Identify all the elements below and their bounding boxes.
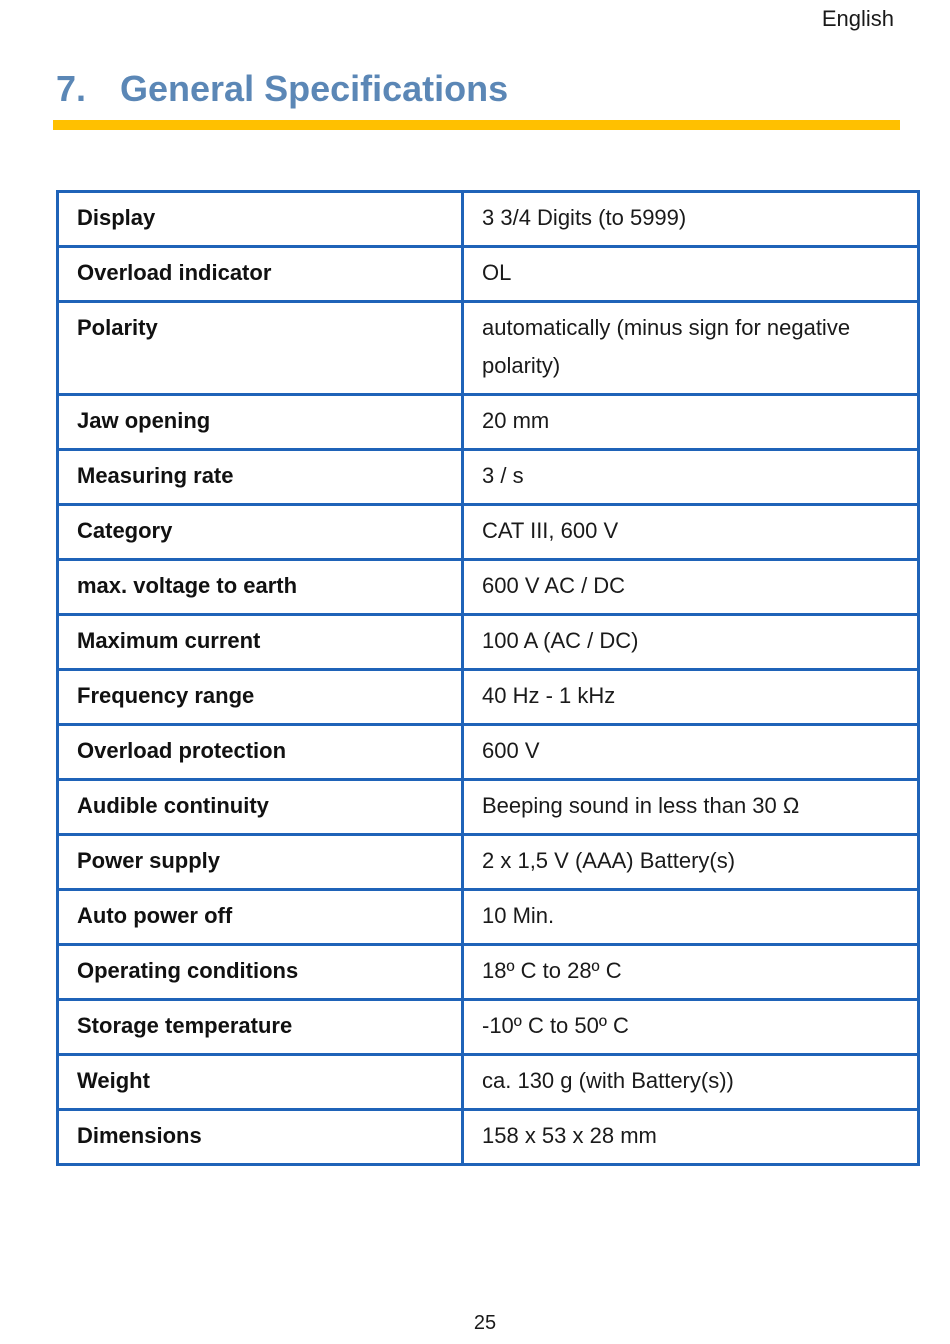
spec-label-dimensions: Dimensions <box>58 1110 463 1165</box>
spec-value-polarity: automatically (minus sign for negative polarity) <box>463 302 919 395</box>
spec-value-operating-conditions: 18º C to 28º C <box>463 945 919 1000</box>
table-row <box>58 450 919 505</box>
table-row <box>58 725 919 780</box>
table-row <box>58 505 919 560</box>
spec-label-weight: Weight <box>58 1055 463 1110</box>
section-number: 7. <box>56 68 87 109</box>
table-row <box>58 1110 919 1165</box>
spec-label-display: Display <box>58 192 463 247</box>
specifications-table <box>56 190 920 1166</box>
table-row <box>58 247 919 302</box>
spec-value-dimensions: 158 x 53 x 28 mm <box>463 1110 919 1165</box>
spec-label-max-voltage-to-earth: max. voltage to earth <box>58 560 463 615</box>
table-row <box>58 395 919 450</box>
spec-value-frequency-range: 40 Hz - 1 kHz <box>463 670 919 725</box>
spec-label-jaw-opening: Jaw opening <box>58 395 463 450</box>
spec-value-max-voltage-to-earth: 600 V AC / DC <box>463 560 919 615</box>
spec-value-display: 3 3/4 Digits (to 5999) <box>463 192 919 247</box>
table-row <box>58 302 919 395</box>
spec-label-audible-continuity: Audible continuity <box>58 780 463 835</box>
table-row <box>58 1000 919 1055</box>
spec-value-auto-power-off: 10 Min. <box>463 890 919 945</box>
table-row <box>58 945 919 1000</box>
table-row <box>58 780 919 835</box>
spec-label-measuring-rate: Measuring rate <box>58 450 463 505</box>
spec-label-overload-indicator: Overload indicator <box>58 247 463 302</box>
heading-underline-rule <box>53 120 900 130</box>
spec-value-audible-continuity: Beeping sound in less than 30 Ω <box>463 780 919 835</box>
spec-label-operating-conditions: Operating conditions <box>58 945 463 1000</box>
table-row <box>58 890 919 945</box>
spec-label-overload-protection: Overload protection <box>58 725 463 780</box>
spec-label-maximum-current: Maximum current <box>58 615 463 670</box>
table-row <box>58 1055 919 1110</box>
spec-label-category: Category <box>58 505 463 560</box>
section-heading <box>56 68 508 110</box>
spec-value-jaw-opening: 20 mm <box>463 395 919 450</box>
spec-value-maximum-current: 100 A (AC / DC) <box>463 615 919 670</box>
spec-value-measuring-rate: 3 / s <box>463 450 919 505</box>
spec-label-polarity: Polarity <box>58 302 463 395</box>
section-title: General Specifications <box>120 68 509 109</box>
spec-label-frequency-range: Frequency range <box>58 670 463 725</box>
table-row <box>58 560 919 615</box>
spec-value-storage-temperature: -10º C to 50º C <box>463 1000 919 1055</box>
table-row <box>58 192 919 247</box>
table-row <box>58 835 919 890</box>
spec-value-weight: ca. 130 g (with Battery(s)) <box>463 1055 919 1110</box>
spec-value-overload-protection: 600 V <box>463 725 919 780</box>
spec-label-auto-power-off: Auto power off <box>58 890 463 945</box>
spec-value-overload-indicator: OL <box>463 247 919 302</box>
spec-label-power-supply: Power supply <box>58 835 463 890</box>
spec-label-storage-temperature: Storage temperature <box>58 1000 463 1055</box>
table-row <box>58 615 919 670</box>
table-row <box>58 670 919 725</box>
spec-value-category: CAT III, 600 V <box>463 505 919 560</box>
language-label: English <box>821 6 894 31</box>
page-number: 25 <box>473 1312 497 1334</box>
spec-value-power-supply: 2 x 1,5 V (AAA) Battery(s) <box>463 835 919 890</box>
